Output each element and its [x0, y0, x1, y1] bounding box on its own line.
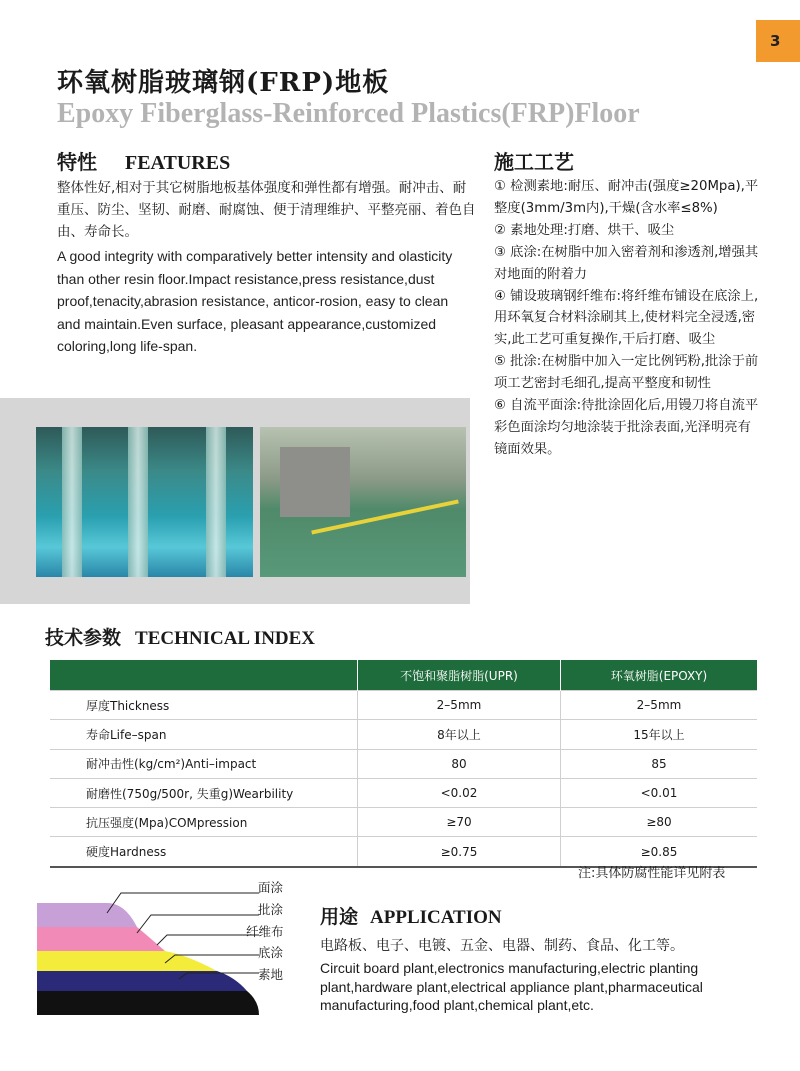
- row-epoxy-value: 85: [561, 749, 758, 778]
- layer-primer: [37, 971, 247, 991]
- application-text-cn: 电路板、电子、电镀、五金、电器、制药、食品、化工等。: [320, 938, 684, 954]
- features-heading-en: FEATURES: [125, 152, 231, 174]
- table-row: [50, 749, 757, 778]
- row-label: 硬度Hardness: [50, 837, 358, 867]
- application-heading-en: APPLICATION: [370, 907, 502, 928]
- table-row: [50, 778, 757, 807]
- application-text-en: Circuit board plant,electronics manufacturing,electric planting plant,hardware plant,electrical appliance plant,pharmaceutical manufacturing,food plant,chemical plant,etc.: [320, 960, 703, 1013]
- layer-label-fiber-cloth: 纤维布: [246, 924, 284, 939]
- row-label: 寿命Life–span: [50, 720, 358, 749]
- row-label: 抗压强度(Mpa)COMpression: [50, 808, 358, 837]
- process-step-5: ⑤ 批涂:在树脂中加入一定比例钙粉,批涂于前项工艺密封毛细孔,提高平整度和韧性: [494, 354, 759, 392]
- row-upr-value: 8年以上: [358, 720, 561, 749]
- table-note: 注:具体防腐性能详见附表: [578, 866, 726, 881]
- layer-substrate: [37, 991, 259, 1015]
- header-upr-col: 不饱和聚脂树脂(UPR): [358, 660, 561, 691]
- process-step-4: ④ 铺设玻璃钢纤维布:将纤维布铺设在底涂上,用环氧复合材料涂刷其上,使材料完全浸透,密实,此工艺可重复操作,干后打磨、吸尘: [494, 288, 759, 348]
- layer-label-substrate: 素地: [258, 967, 284, 982]
- features-text-cn: 整体性好,相对于其它树脂地板基体强度和弹性都有增强。耐冲击、耐重压、防尘、坚韧、耐磨、耐腐蚀、便于清理维护、平整亮丽、着色自由、寿命长。: [57, 180, 476, 240]
- row-label: 厚度Thickness: [50, 691, 358, 720]
- technical-index-heading: [45, 623, 315, 650]
- row-label: 耐冲击性(kg/cm²)Anti–impact: [50, 749, 358, 778]
- table-header-row: [50, 660, 757, 691]
- process-step-6: ⑥ 自流平面涂:待批涂固化后,用镘刀将自流平彩色面涂均匀地涂装于批涂表面,光泽明亮有镜面效果。: [494, 398, 759, 457]
- row-label: 耐磨性(750g/500r, 失重g)Wearbility: [50, 778, 358, 807]
- features-heading-cn: 特性: [57, 150, 97, 174]
- process-step-2: ② 素地处理:打磨、烘干、吸尘: [494, 222, 675, 238]
- floor-layer-diagram: [37, 875, 287, 1015]
- layer-label-primer: 底涂: [258, 945, 284, 960]
- table-row: [50, 691, 757, 720]
- row-epoxy-value: 15年以上: [561, 720, 758, 749]
- row-epoxy-value: ≥0.85: [561, 837, 758, 867]
- header-label-col: [50, 660, 358, 691]
- process-steps: [494, 176, 764, 461]
- features-text-en: A good integrity with comparatively better intensity and olasticity than other resin floor.Impact resistance,press resistance,dust proof,tenacity,abrasion resistance, anticor-rosion, easy to clean and maintain.Even surface, pleasant appearance,customized coloring,long life-span.: [57, 248, 453, 354]
- row-upr-value: ≥70: [358, 808, 561, 837]
- features-heading: [57, 146, 230, 175]
- row-upr-value: 2–5mm: [358, 691, 561, 720]
- process-step-1: ① 检测素地:耐压、耐冲击(强度≥20Mpa),平整度(3mm/3m内),干燥(含水率≤8%): [494, 179, 759, 216]
- floor-photo-green-factory: [260, 427, 466, 577]
- technical-index-heading-en: TECHNICAL INDEX: [135, 628, 316, 649]
- process-heading: 施工工艺: [494, 150, 574, 174]
- technical-index-table: [50, 660, 757, 868]
- row-upr-value: 80: [358, 749, 561, 778]
- table-row: [50, 808, 757, 837]
- table-row: [50, 720, 757, 749]
- page-number-tab: 3: [756, 20, 800, 62]
- application-heading-cn: 用途: [320, 906, 359, 928]
- row-epoxy-value: 2–5mm: [561, 691, 758, 720]
- floor-photo-blue: [36, 427, 253, 577]
- row-epoxy-value: ≥80: [561, 808, 758, 837]
- row-upr-value: ≥0.75: [358, 837, 561, 867]
- page-title-cn: 环氧树脂玻璃钢(FRP)地板: [57, 68, 390, 98]
- row-upr-value: <0.02: [358, 778, 561, 807]
- page-title-en: Epoxy Fiberglass-Reinforced Plastics(FRP)Floor: [57, 98, 640, 129]
- technical-index-heading-cn: 技术参数: [45, 627, 122, 649]
- layer-label-batch-coat: 批涂: [258, 902, 284, 917]
- process-step-3: ③ 底涂:在树脂中加入密着剂和渗透剂,增强其对地面的附着力: [494, 244, 759, 282]
- layer-label-top-coat: 面涂: [258, 880, 284, 895]
- application-heading: [320, 902, 502, 929]
- row-epoxy-value: <0.01: [561, 778, 758, 807]
- header-epoxy-col: 环氧树脂(EPOXY): [561, 660, 758, 691]
